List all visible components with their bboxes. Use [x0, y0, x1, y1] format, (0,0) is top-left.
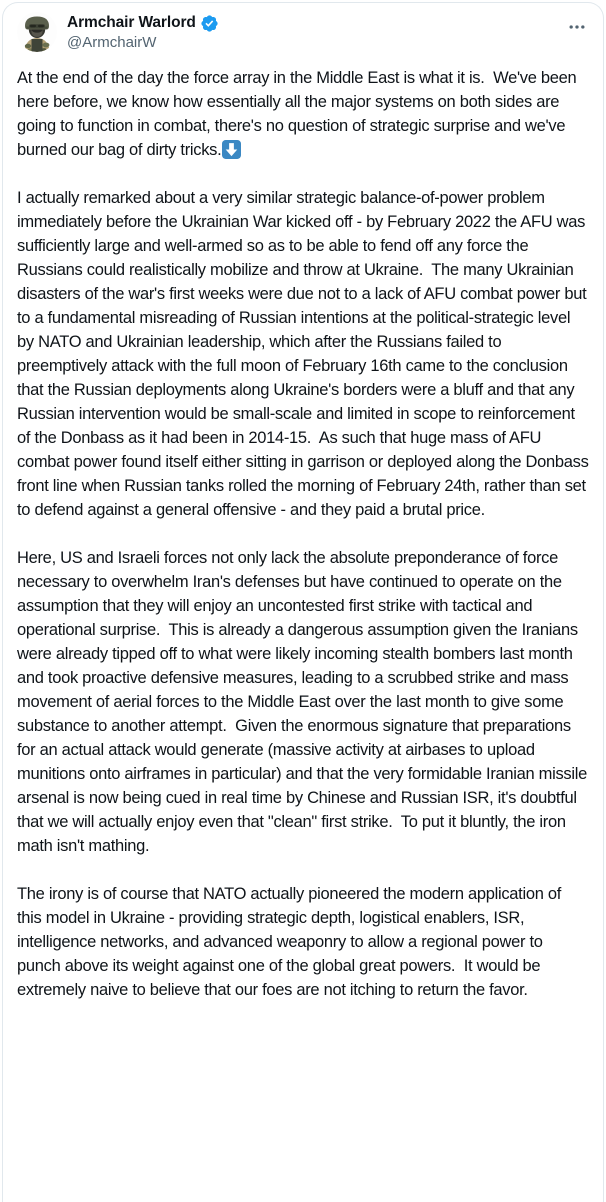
author-handle[interactable]: @ArmchairW — [67, 34, 157, 51]
tweet-paragraph: Here, US and Israeli forces not only lack the absolute preponderance of force necessary to overwhelm Iran's defenses but have continued to operate on the assumption that they will enjoy an uncontested first strike with tactical and operational surprise. This is already a dangerous assumption given the Iranians were already tipped off to what were likely incoming stealth bombers last month and took proactive defensive measures, leading to a scrubbed strike and mass movement of aerial forces to the Middle East over the last month to give some substance to another attempt. Given the enormous signature that preparations for an actual attack would generate (massive activity at airbases to upload munitions onto airframes in particular) and that the very formidable Iranian missile arsenal is now being cued in real time by Chinese and Russian ISR, it's doubtful that we will actually enjoy even that "clean" first strike. To put it bluntly, the iron math isn't mathing. — [17, 549, 592, 855]
verified-badge-icon — [200, 14, 219, 33]
more-ellipsis-icon — [567, 17, 587, 37]
down-arrow-emoji — [222, 140, 241, 159]
tweet-paragraph-text: At the end of the day the force array in the Middle East is what it is. We've been here before, we know how essentially all the major systems on both sides are going to function in combat, there's no question of strategic surprise and we've burned our bag of dirty tricks. — [17, 69, 581, 159]
tweet-card — [2, 2, 604, 1202]
author-name[interactable]: Armchair Warlord — [67, 14, 196, 31]
avatar[interactable] — [17, 12, 57, 52]
author-block — [67, 12, 565, 52]
tweet-text — [17, 66, 593, 1002]
tweet-paragraph: The irony is of course that NATO actually pioneered the modern application of this model in Ukraine - providing strategic depth, logistical enablers, ISR, intelligence networks, and advanced weaponry to allow a regional power to punch above its weight against one of the global great powers. It would be extremely naive to believe that our foes are not itching to return the favor. — [17, 885, 566, 999]
tweet-paragraph — [17, 66, 589, 162]
more-button[interactable] — [565, 15, 589, 39]
tweet-header — [17, 12, 589, 52]
soldier-avatar-icon — [17, 12, 57, 52]
author-name-row — [67, 13, 565, 33]
tweet-paragraph: I actually remarked about a very similar strategic balance-of-power problem immediately before the Ukrainian War kicked off - by February 2022 the AFU was sufficiently large and well-armed so as to be able to fend off any force the Russians could realistically mobilize and throw at Ukraine. The many Ukrainian disasters of the war's first weeks were due not to a lack of AFU combat power but to a fundamental misreading of Russian intentions at the political-strategic level by NATO and Ukrainian leadership, which after the Russians failed to preemptively attack with the full moon of February 16th came to the conclusion that the Russian deployments along Ukraine's borders were a bluff and that any Russian intervention would be small-scale and limited in scope to reinforcement of the Donbass as it had been in 2014-15. As such that huge mass of AFU combat power found itself either sitting in garrison or deployed along the Donbass front line when Russian tanks rolled the morning of February 24th, rather than set to defend against a general offensive - and they paid a brutal price. — [17, 189, 593, 519]
